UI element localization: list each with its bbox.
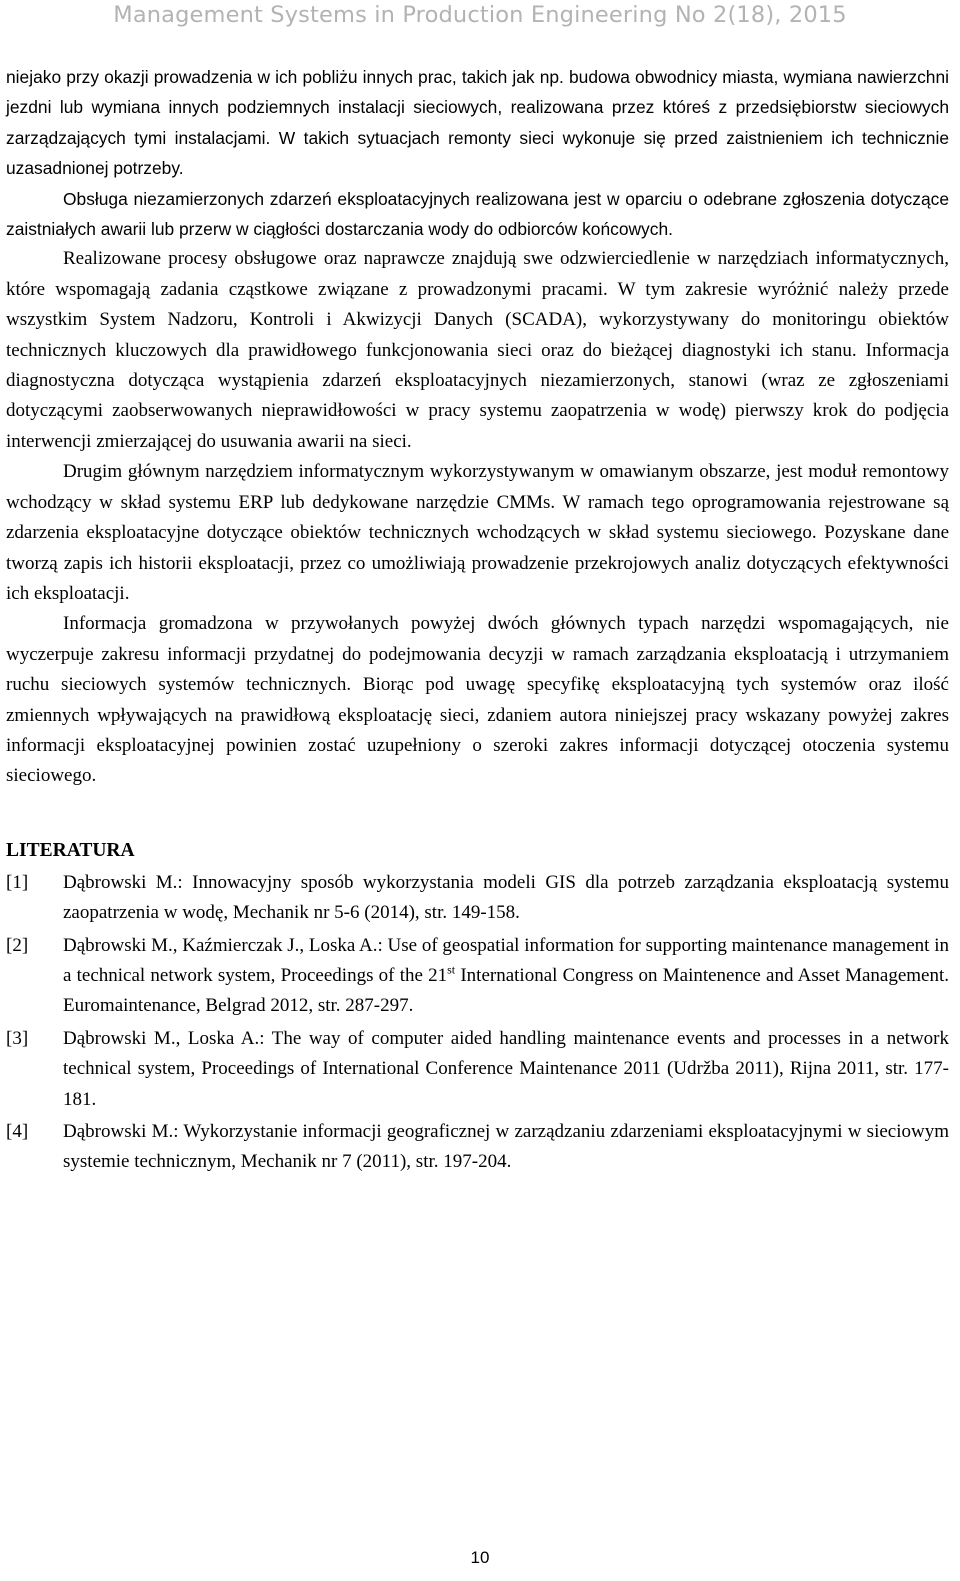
page-number: 10 (470, 1548, 490, 1567)
reference-text (63, 935, 949, 1017)
reference-number: [2] (6, 934, 29, 956)
reference-number: [4] (6, 1121, 29, 1142)
body-paragraph-5: Informacja gromadzona w przywołanych powyżej dwóch głównych typach narzędzi wspomagających, nie wyczerpuje zakresu informacji przydatnej do podejmowania decyzji w ramach zarządzania eksploatacją i utrzymaniem ruchu sieciowych systemów technicznych. Biorąc pod uwagę specyfikę eksploatacyjną tych systemów oraz ilość zmiennych wpływających na prawidłową eksploatację sieci, zdaniem autora niniejszej pracy wskazany powyżej zakres informacji eksploatacyjnej powinien zostać uzupełniony o szeroki zakres informacji dotyczącej otoczenia systemu sieciowego. (6, 613, 949, 787)
body-paragraph-2: Obsługa niezamierzonych zdarzeń eksploatacyjnych realizowana jest w oparciu o odebrane zgłoszenia dotyczące zaistniałych awarii lub przerw w ciągłości dostarczania wody do odbiorców końcowych. (6, 188, 949, 240)
reference-number: [3] (6, 1027, 29, 1049)
reference-number: [1] (6, 871, 29, 893)
reference-item-1 (6, 868, 949, 929)
ordinal-superscript: st (447, 962, 456, 977)
reference-text: Dąbrowski M.: Innowacyjny sposób wykorzystania modeli GIS dla potrzeb zarządzania eksploatacją systemu zaopatrzenia w wodę, Mechanik nr 5-6 (2014), str. 149-158. (63, 871, 949, 924)
article-body (6, 62, 949, 1180)
body-paragraph-3: Realizowane procesy obsługowe oraz naprawcze znajdują swe odzwierciedlenie w narzędziach informatycznych, które wspomagają zadania cząstkowe związane z prowadzonymi pracami. W tym zakresie wyróżnić należy przede wszystkim System Nadzoru, Kontroli i Akwizycji Danych (SCADA), wykorzystywany do monitoringu obiektów technicznych kluczowych dla prawidłowego funkcjonowania sieci oraz do bieżącej diagnostyki ich stanu. Informacja diagnostyczna dotycząca wystąpienia zdarzeń eksploatacyjnych niezamierzonych, stanowi (wraz ze zgłoszeniami dotyczącymi zaobserwowanych nieprawidłowości w pracy systemu zaopatrzenia w wodę) pierwszy krok do podjęcia interwencji zmierzającej do usuwania awarii na sieci. (6, 248, 949, 452)
journal-running-header: Management Systems in Production Engineering No 2(18), 2015 (113, 2, 847, 28)
body-paragraph-1: niejako przy okazji prowadzenia w ich pobliżu innych prac, takich jak np. budowa obwodnicy miasta, wymiana nawierzchni jezdni lub wymiana innych podziemnych instalacji sieciowych, realizowana przez któreś z przedsiębiorstw sieciowych zarządzających tymi instalacjami. W takich sytuacjach remonty sieci wykonuje się przed zaistnieniem ich technicznie uzasadnionej potrzeby. (6, 67, 949, 179)
references-heading: LITERATURA (6, 839, 135, 861)
reference-text: Dąbrowski M., Loska A.: The way of computer aided handling maintenance events and processes in a network technical system, Proceedings of International Conference Maintenance 2011 (Udržba 2011), Rijna 2011, str. 177-181. (63, 1027, 949, 1110)
reference-item-3 (6, 1024, 949, 1115)
reference-text-part: Dąbrowski M., Kaźmierczak J., Loska A.: Use of geospatial information for supporting maintenance management in a technical network system, Proceedings of the 21 (63, 934, 949, 986)
reference-text-part: International Congress on Maintenence and Asset Management. Euromaintenance, Belgrad 2012, str. 287-297. (63, 964, 950, 1017)
reference-text: Dąbrowski M.: Wykorzystanie informacji geograficznej w zarządzaniu zdarzeniami eksploatacyjnymi w sieciowym systemie technicznym, Mechanik nr 7 (2011), str. 197-204. (63, 1121, 949, 1173)
reference-item-2 (6, 931, 949, 1022)
body-paragraph-4: Drugim głównym narzędziem informatycznym wykorzystywanym w omawianym obszarze, jest moduł remontowy wchodzący w skład systemu ERP lub dedykowane narzędzie CMMs. W ramach tego oprogramowania rejestrowane są zdarzenia eksploatacyjne dotyczące obiektów technicznych wchodzących w skład systemu sieciowego. Pozyskane dane tworzą zapis ich historii eksploatacji, przez co umożliwiają prowadzenie przekrojowych analiz dotyczących efektywności ich eksploatacji. (6, 461, 949, 604)
reference-list (6, 868, 949, 1178)
reference-item-4 (6, 1117, 949, 1178)
